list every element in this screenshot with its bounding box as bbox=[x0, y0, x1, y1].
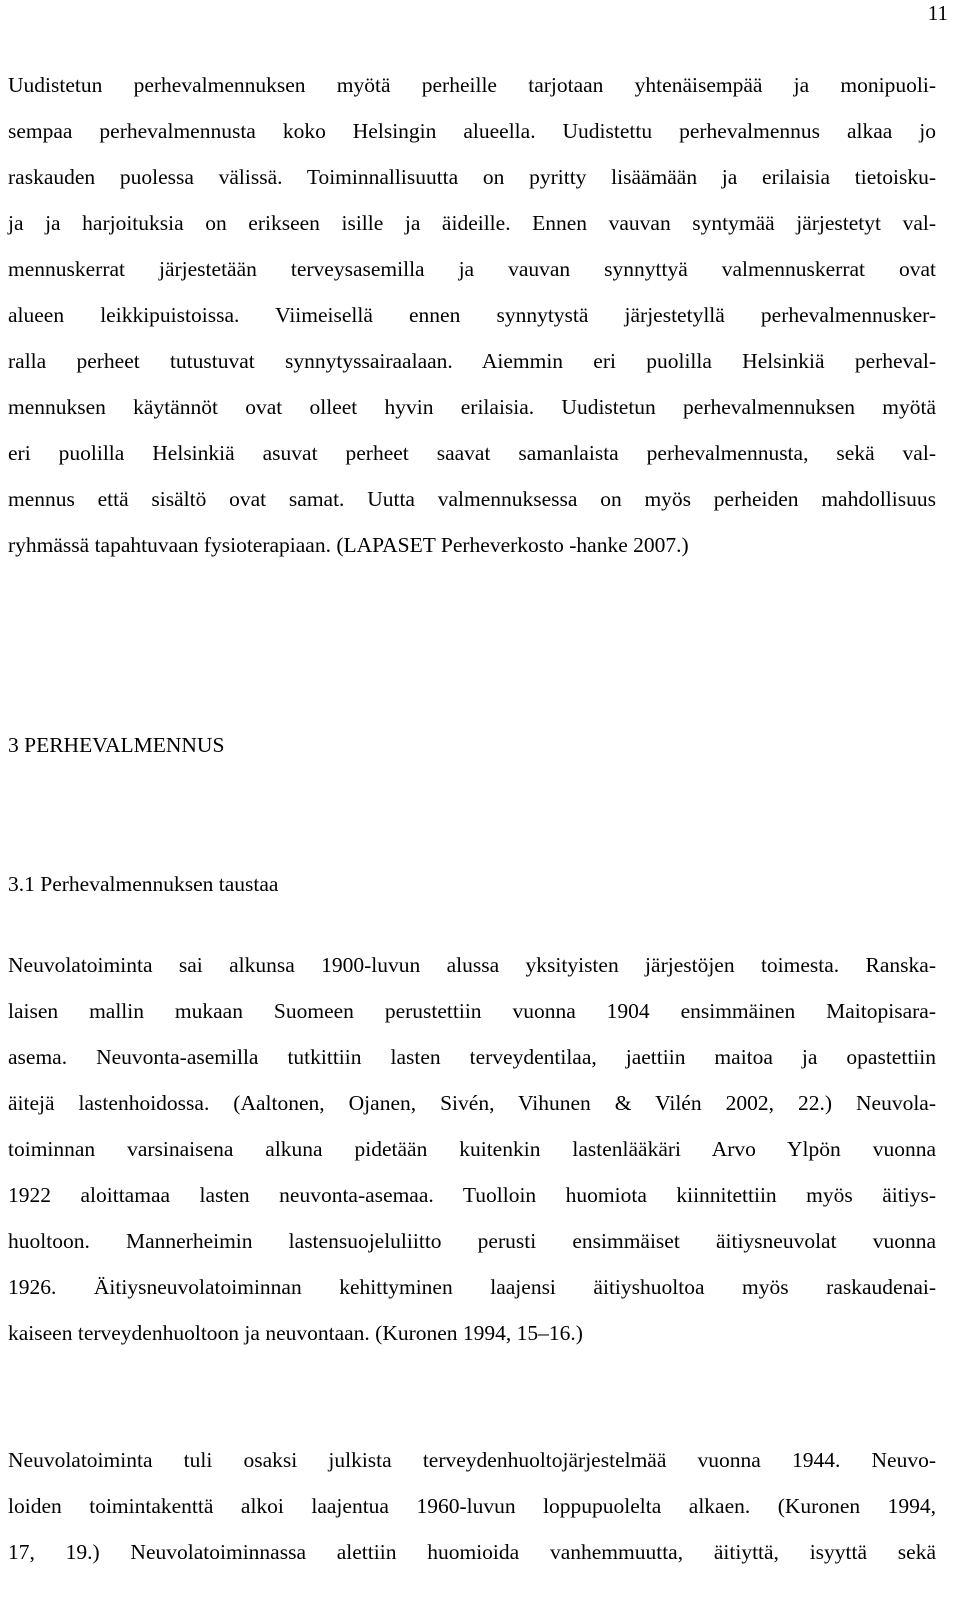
text-line: Uudistetun perhevalmennuksen myötä perheille tarjotaan yhtenäisempää ja monipuoli- bbox=[8, 73, 936, 97]
chapter-heading: 3 PERHEVALMENNUS bbox=[8, 733, 225, 757]
text-line: toiminnan varsinaisena alkuna pidetään kuitenkin lastenlääkäri Arvo Ylpön vuonna bbox=[8, 1137, 936, 1161]
text-line: loiden toimintakenttä alkoi laajentua 1960-luvun loppupuolelta alkaen. (Kuronen 1994, bbox=[8, 1494, 936, 1518]
page-number: 11 bbox=[927, 1, 948, 25]
text-line: mennuskerrat järjestetään terveysasemilla ja vauvan synnyttyä valmennuskerrat ovat bbox=[8, 257, 936, 281]
text-line: kaiseen terveydenhuoltoon ja neuvontaan. (Kuronen 1994, 15–16.) bbox=[8, 1321, 583, 1345]
text-line: ralla perheet tutustuvat synnytyssairaalaan. Aiemmin eri puolilla Helsinkiä perheval- bbox=[8, 349, 936, 373]
text-line: mennus että sisältö ovat samat. Uutta valmennuksessa on myös perheiden mahdollisuus bbox=[8, 487, 936, 511]
text-line: mennuksen käytännöt ovat olleet hyvin erilaisia. Uudistetun perhevalmennuksen myötä bbox=[8, 395, 936, 419]
text-line: huoltoon. Mannerheimin lastensuojeluliitto perusti ensimmäiset äitiysneuvolat vuonna bbox=[8, 1229, 936, 1253]
section-heading: 3.1 Perhevalmennuksen taustaa bbox=[8, 872, 279, 896]
paragraph-intro bbox=[8, 62, 936, 568]
text-line: 17, 19.) Neuvolatoiminnassa alettiin huomioida vanhemmuutta, äitiyttä, isyyttä sekä bbox=[8, 1540, 936, 1564]
text-line: sempaa perhevalmennusta koko Helsingin alueella. Uudistettu perhevalmennus alkaa jo bbox=[8, 119, 936, 143]
text-line: Neuvolatoiminta tuli osaksi julkista terveydenhuoltojärjestelmää vuonna 1944. Neuvo- bbox=[8, 1448, 936, 1472]
text-line: laisen mallin mukaan Suomeen perustettiin vuonna 1904 ensimmäinen Maitopisara- bbox=[8, 999, 936, 1023]
text-line: alueen leikkipuistoissa. Viimeisellä ennen synnytystä järjestetyllä perhevalmennusker- bbox=[8, 303, 936, 327]
paragraph-background bbox=[8, 942, 936, 1356]
paragraph-public-health bbox=[8, 1437, 936, 1575]
text-line: asema. Neuvonta-asemilla tutkittiin lasten terveydentilaa, jaettiin maitoa ja opastettiin bbox=[8, 1045, 936, 1069]
text-line: Neuvolatoiminta sai alkunsa 1900-luvun alussa yksityisten järjestöjen toimesta. Ranska- bbox=[8, 953, 936, 977]
text-line: ja ja harjoituksia on erikseen isille ja äideille. Ennen vauvan syntymää järjestetyt val- bbox=[8, 211, 936, 235]
text-line: 1922 aloittamaa lasten neuvonta-asemaa. Tuolloin huomiota kiinnitettiin myös äitiys- bbox=[8, 1183, 936, 1207]
text-line: 1926. Äitiysneuvolatoiminnan kehittyminen laajensi äitiyshuoltoa myös raskaudenai- bbox=[8, 1275, 936, 1299]
text-line: raskauden puolessa välissä. Toiminnallisuutta on pyritty lisäämään ja erilaisia tietoisku- bbox=[8, 165, 936, 189]
text-line: ryhmässä tapahtuvaan fysioterapiaan. (LAPASET Perheverkosto -hanke 2007.) bbox=[8, 533, 689, 557]
text-line: äitejä lastenhoidossa. (Aaltonen, Ojanen, Sivén, Vihunen & Vilén 2002, 22.) Neuvola- bbox=[8, 1091, 936, 1115]
text-line: eri puolilla Helsinkiä asuvat perheet saavat samanlaista perhevalmennusta, sekä val- bbox=[8, 441, 936, 465]
